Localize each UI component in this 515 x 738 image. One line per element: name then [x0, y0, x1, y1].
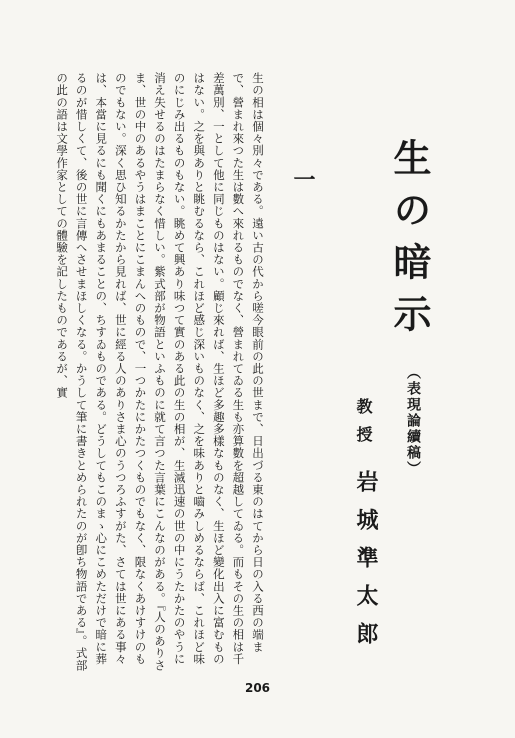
paragraph: 生の相は個々別々である。遠い古の代から嗟今眼前の此の世まで、日出づる東のはてから日の入る西の端まで、營まれ來つた生は數へ來れるものでなく、營まれてゐる生も亦算數を超越してゐる。而もその生の相は千差萬別、一として他に同じものはない。顧じ來れば、生ほど多趣多樣なものなく、生ほど變化出入に富むものはない。之を與ありと眺むるなら、これほど感じ深いものなく、之を味ありと嚙みしめるならば、これほど味のにじみ出るものもない。眺めて興あり味つて實のある此の生の相が、生滅迅速の世の中にうたかたのやうに消え失せるのはたまらなく惜しい。紫式部が物語といふものに就て言つた言葉にこんなのがある。『人のありさま、世の中のあるやうはまことにこまんへのもので、一つかたにかたつくものでもなく、限なくあけすけのものでもない。深く思ひ知るかたから見れば、世に經る人のありさま心のうつろふすがた、さては世にある事々は、本當に見るにも聞くにもあまることの、ちすゐものである。どうしてもこのまゝ心にこめただけで暗に葬るのが惜しくて、後の世に言傳へさせまほしくなる。かうして筆に書きとめられたのが卽ち物語である』。式部の此の語は文學作家としての體驗を記したものであるが、實	[55, 72, 265, 672]
page-number: 206	[244, 681, 271, 695]
body-text	[31, 72, 267, 672]
author-role: 教授	[354, 398, 373, 454]
article-title: 生の暗示	[387, 138, 432, 346]
article-subtitle: （表現論續稿）	[405, 365, 421, 477]
author-name: 岩城準太郎	[353, 470, 379, 660]
section-number: 一	[290, 168, 316, 190]
